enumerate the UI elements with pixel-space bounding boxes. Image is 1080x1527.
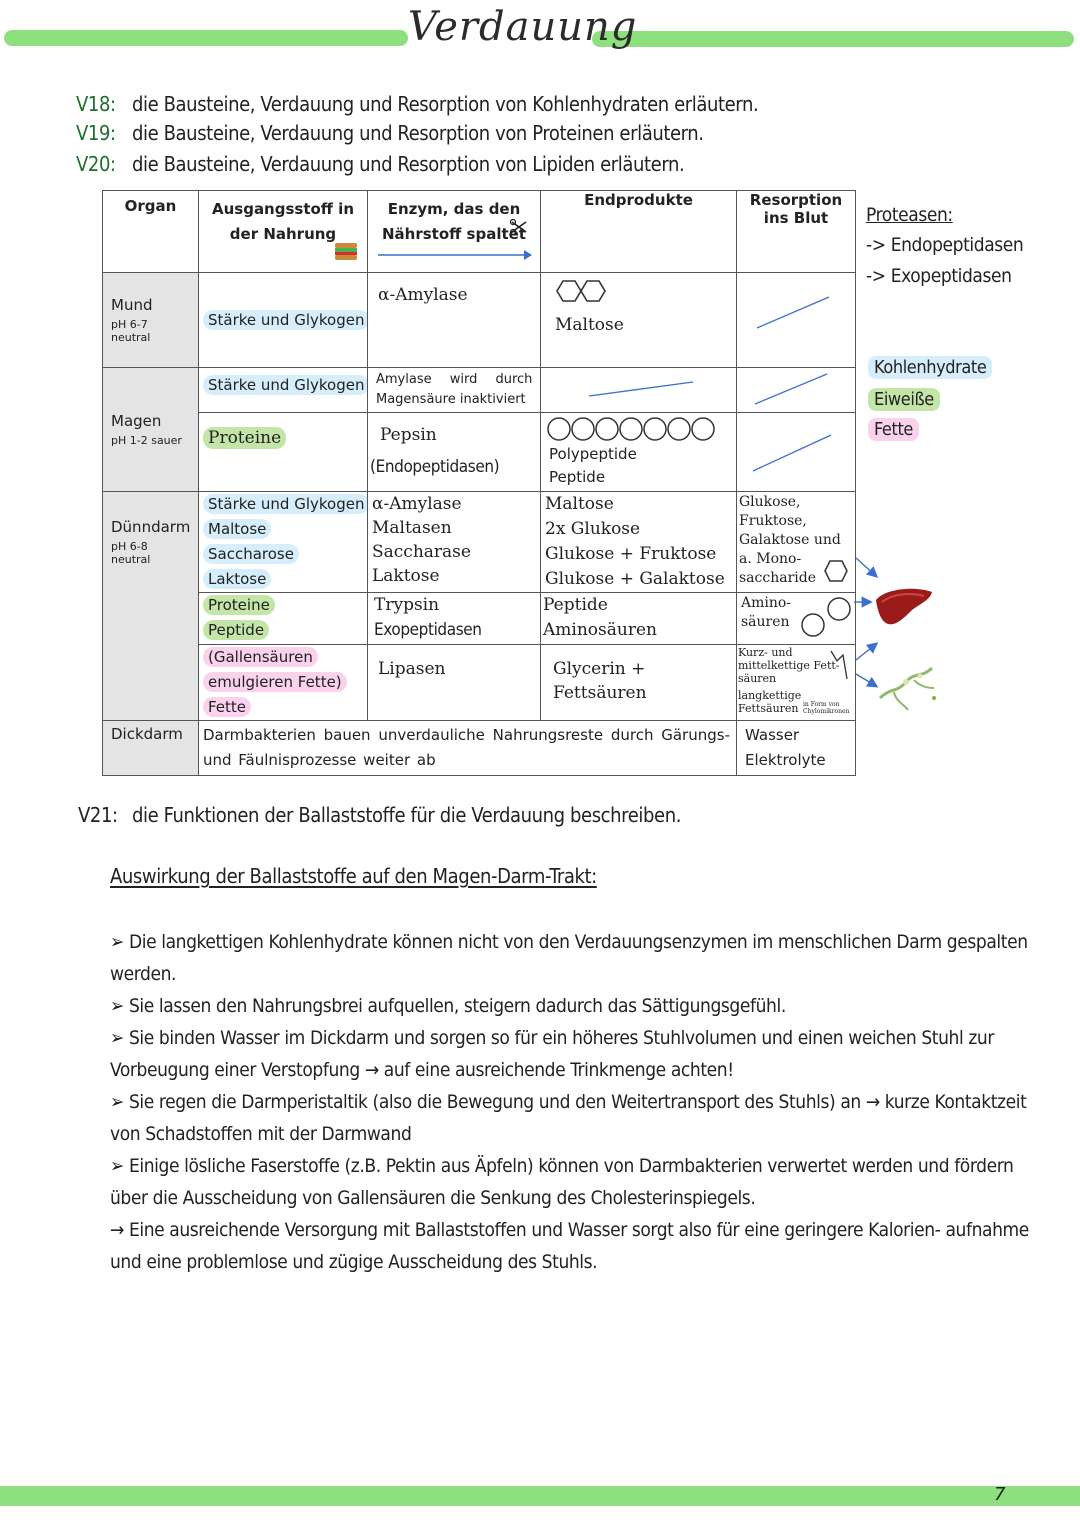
dickdarm-text: Darmbakterien bauen unverdauliche Nahrungsreste durch Gärungs- und Fäulnisprozesse weiter ab (203, 726, 730, 769)
resorption-note: in Form von Chylomikronen (803, 701, 850, 715)
none-dash-line (737, 273, 854, 363)
enzym-label: Lipasen (378, 659, 446, 679)
organ-mund (103, 273, 199, 368)
enzym-label: α-Amylase (378, 285, 468, 305)
cell-duenndarm-p-produkte (541, 593, 737, 645)
cell-mund-enzym (368, 273, 541, 368)
none-dash-line (737, 368, 854, 412)
none-dash-line (737, 413, 854, 487)
organ-name: Dünndarm (111, 518, 191, 536)
monosaccharide-hexagon-icon (823, 558, 849, 584)
table-header-row (103, 191, 856, 273)
scissors-icon (510, 219, 528, 235)
ballaststoffe-list (110, 926, 1030, 1214)
list-item: ➢ Sie lassen den Nahrungsbrei aufquellen, steigern dadurch das Sättigungsgefühl. (110, 995, 786, 1017)
header-resorption: Resorption ins Blut (737, 191, 856, 273)
produkt-label: Maltose (545, 494, 614, 514)
cell-mund-produkt (541, 273, 737, 368)
resorption-label: Kurz- und (738, 646, 793, 659)
row-duenndarm-protein (103, 593, 856, 645)
disaccharide-hexagon-icon (549, 277, 609, 305)
resorption-label: Galaktose und (739, 532, 841, 548)
row-duenndarm-kh (103, 492, 856, 593)
resorption-label: Elektrolyte (745, 751, 826, 769)
list-item-text: Die langkettigen Kohlenhydrate können nicht von den Verdauungsenzymen im menschlichen Darm gespalten werden. (110, 931, 1028, 985)
resorption-label: a. Mono- (739, 551, 802, 567)
resorption-label: Wasser (745, 726, 800, 744)
objective-code: V20: (76, 152, 116, 176)
enzym-label: Pepsin (380, 425, 437, 445)
resorption-label: Fruktose, (739, 513, 807, 529)
header-endprodukte: Endprodukte (541, 191, 737, 273)
enzym-label: Saccharase (372, 542, 471, 562)
enzym-label: Laktose (372, 566, 440, 586)
resorption-label: säuren (741, 614, 790, 630)
fattyacid-chain-icon (827, 647, 851, 681)
resorption-label: saccharide (739, 570, 816, 586)
list-item: ➢ Sie regen die Darmperistaltik (also die Bewegung und den Weitertransport des Stuhls) an → kurze Kontaktzeit von Schadstoffen mit der Darmwand (110, 1091, 1027, 1145)
stoff-label: Saccharose (203, 544, 299, 564)
produkt-label: Peptide (549, 468, 606, 486)
proteasen-title: Proteasen: (866, 204, 953, 226)
stoff-label: Peptide (203, 620, 269, 640)
objective-code: V19: (76, 121, 116, 145)
objective-code: V21: (78, 803, 118, 827)
cell-duenndarm-f-enzym (368, 645, 541, 721)
cell-magen-produkt (541, 368, 737, 492)
stoff-label: emulgieren Fette) (203, 672, 347, 692)
header-ausgangsstoff-label: Ausgangsstoff in der Nahrung (211, 200, 355, 243)
resorption-label: Amino- (741, 595, 792, 611)
cell-duenndarm-p-resorption (737, 593, 856, 645)
header-organ: Organ (103, 191, 199, 273)
list-item-text: Sie lassen den Nahrungsbrei aufquellen, steigern dadurch das Sättigungsgefühl. (128, 995, 786, 1017)
none-dash-line (541, 368, 735, 412)
cell-duenndarm-f-stoffe (199, 645, 368, 721)
organ-duenndarm (103, 492, 199, 721)
stoff-label: Proteine (203, 427, 286, 449)
row-dickdarm (103, 721, 856, 776)
conclusion: → Eine ausreichende Versorgung mit Ballaststoffen und Wasser sorgt also für eine geringere Kalorien- aufnahme und eine problemlose und zügige Ausscheidung des Stuhls. (110, 1219, 1029, 1273)
resorption-label: säuren (738, 672, 777, 685)
list-item: ➢ Die langkettigen Kohlenhydrate können nicht von den Verdauungsenzymen im menschlichen Darm gespalten werden. (110, 931, 1028, 985)
row-duenndarm-fett (103, 645, 856, 721)
cell-duenndarm-p-enzyme (368, 593, 541, 645)
stoff-label: Proteine (203, 595, 275, 615)
cell-magen-stoff (199, 368, 368, 492)
liver-icon (872, 586, 936, 630)
header-ausgangsstoff (199, 191, 368, 273)
resorption-label: langkettige (738, 689, 802, 702)
page-title: Verdauung (408, 4, 638, 50)
stoff-label: (Gallensäuren (203, 647, 318, 667)
cell-mund-stoff (199, 273, 368, 368)
header-enzym-label: Enzym, das den Nährstoff spaltet (382, 200, 526, 243)
objective-v21 (78, 803, 681, 827)
stoff-label: Stärke und Glykogen (203, 375, 367, 395)
resorption-label: Glukose, (739, 494, 801, 510)
ballaststoffe-subheading: Auswirkung der Ballaststoffe auf den Magen-Darm-Trakt: (110, 864, 597, 888)
enzym-label: Amylase wird durch (376, 372, 533, 387)
cell-magen-resorption (737, 368, 856, 492)
lymph-vessel-icon (874, 658, 944, 714)
header-bar-left (4, 30, 408, 46)
objective-text: die Bausteine, Verdauung und Resorption von Proteinen erläutern. (132, 121, 704, 145)
arrow-right-icon (374, 249, 534, 261)
polypeptide-chain-icon (545, 415, 725, 443)
produkt-label: Glycerin + (553, 659, 646, 679)
cell-dickdarm-text (199, 721, 737, 776)
page-number: 7 (994, 1484, 1006, 1505)
list-item-text: Sie regen die Darmperistaltik (also die Bewegung und den Weitertransport des Stuhls) an → kurze Kontaktzeit von Schadstoffen mit der Darmwand (110, 1091, 1027, 1145)
sandwich-icon (333, 239, 359, 261)
organ-magen (103, 368, 199, 492)
enzym-label: Magensäure inaktiviert (376, 392, 526, 407)
organ-name: Dickdarm (111, 725, 183, 743)
cell-duenndarm-f-produkte (541, 645, 737, 721)
cell-mund-resorption (737, 273, 856, 368)
stoff-label: Stärke und Glykogen (203, 310, 367, 330)
stoff-label: Laktose (203, 569, 271, 589)
row-magen (103, 368, 856, 492)
legend-kohlenhydrate: Kohlenhydrate (868, 356, 992, 379)
organ-name: Mund (111, 296, 153, 314)
list-item: ➢ Einige lösliche Faserstoffe (z.B. Pektin aus Äpfeln) können von Darmbakterien verwertet werden und fördern über die Ausscheidung von Gallensäuren die Senkung des Cholesterinspiegels. (110, 1155, 1014, 1209)
objective-text: die Bausteine, Verdauung und Resorption von Lipiden erläutern. (132, 152, 685, 176)
cell-magen-enzym (368, 368, 541, 492)
enzym-label: (Endopeptidasen) (370, 457, 500, 477)
aminoacid-circles-icon (797, 595, 853, 639)
organ-ph: pH 1-2 sauer (111, 434, 182, 447)
produkt-label: Glukose + Galaktose (545, 569, 725, 589)
row-mund (103, 273, 856, 368)
enzym-label: α-Amylase (372, 494, 462, 514)
resorption-label: mittelkettige Fett- (738, 659, 840, 672)
produkt-label: Polypeptide (549, 445, 637, 463)
produkt-label: Aminosäuren (543, 620, 657, 640)
cell-duenndarm-f-resorption (737, 645, 856, 721)
list-item-text: Einige lösliche Faserstoffe (z.B. Pektin aus Äpfeln) können von Darmbakterien verwertet werden und fördern über die Ausscheidung von Gallensäuren die Senkung des Cholesterinspiegels. (110, 1155, 1014, 1209)
produkt-label: Fettsäuren (553, 683, 647, 703)
legend-eiweisse: Eiweiße (868, 388, 940, 411)
objective-v19 (76, 121, 704, 145)
objective-code: V18: (76, 92, 116, 116)
cell-duenndarm-kh-resorption (737, 492, 856, 593)
list-item-text: Sie binden Wasser im Dickdarm und sorgen so für ein höheres Stuhlvolumen und einen weichen Stuhl zur Vorbeugung einer Verstopfung → auf eine ausreichende Trinkmenge achten! (110, 1027, 994, 1081)
stoff-label: Maltose (203, 519, 271, 539)
produkt-label: Glukose + Fruktose (545, 544, 717, 564)
organ-ph: pH 6-8 neutral (111, 540, 151, 566)
stoff-label: Stärke und Glykogen (203, 494, 367, 514)
digestion-table (102, 190, 856, 776)
produkt-label: 2x Glukose (545, 519, 641, 539)
objective-text: die Bausteine, Verdauung und Resorption von Kohlenhydraten erläutern. (132, 92, 759, 116)
header-bar-right (592, 31, 1074, 47)
stoff-label: Fette (203, 697, 251, 717)
organ-name: Magen (111, 412, 162, 430)
objective-v18 (76, 92, 758, 116)
objective-text: die Funktionen der Ballaststoffe für die Verdauung beschreiben. (132, 803, 682, 827)
legend-fette: Fette (868, 418, 919, 441)
objective-v20 (76, 152, 684, 176)
cell-duenndarm-kh-enzyme (368, 492, 541, 593)
enzym-label: Trypsin (374, 595, 440, 615)
enzym-label: Exopeptidasen (374, 620, 482, 640)
enzym-label: Maltasen (372, 518, 452, 538)
proteasen-item: -> Endopeptidasen (866, 234, 1024, 256)
cell-duenndarm-kh-stoffe (199, 492, 368, 593)
cell-duenndarm-p-stoffe (199, 593, 368, 645)
footer-bar (0, 1486, 1080, 1506)
organ-dickdarm (103, 721, 199, 776)
produkt-label: Maltose (555, 315, 624, 335)
cell-dickdarm-resorption (737, 721, 856, 776)
organ-ph: pH 6-7 neutral (111, 318, 151, 344)
resorption-label: Fettsäuren (738, 702, 799, 715)
produkt-label: Peptide (543, 595, 608, 615)
cell-duenndarm-kh-produkte (541, 492, 737, 593)
list-item: ➢ Sie binden Wasser im Dickdarm und sorgen so für ein höheres Stuhlvolumen und einen weichen Stuhl zur Vorbeugung einer Verstopfung → auf eine ausreichende Trinkmenge achten! (110, 1027, 994, 1081)
proteasen-item: -> Exopeptidasen (866, 265, 1012, 287)
